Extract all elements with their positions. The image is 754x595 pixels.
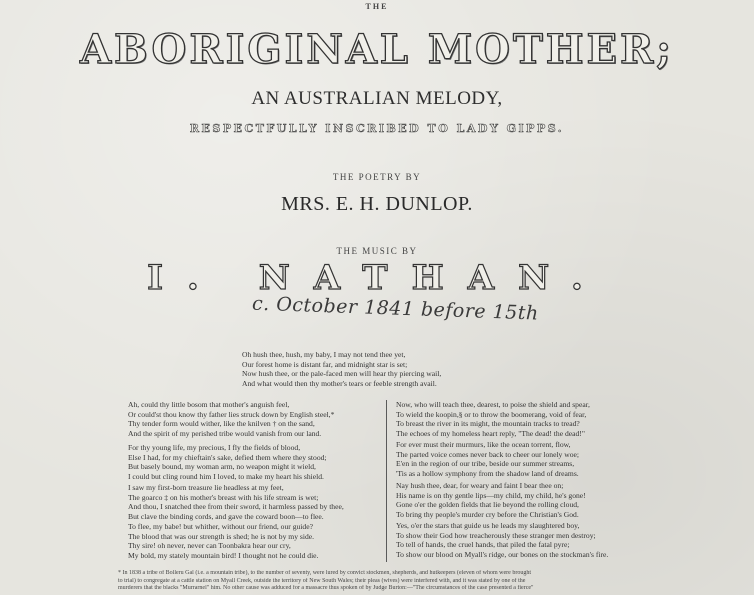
poem-line: Thy tender form would wither, like the knilven † on the sand, (128, 419, 315, 429)
poem-line: The parted voice comes never back to cheer our lonely woe; (396, 449, 580, 459)
poem-line: 'Tis as a hollow symphony from the shadow land of dreams. (396, 468, 579, 478)
left-stanza-4 (128, 522, 318, 560)
intro-stanza (242, 350, 441, 388)
right-stanza-4 (396, 521, 608, 559)
music-by-label: THE MUSIC BY (336, 246, 418, 256)
dedication: RESPECTFULLY INSCRIBED TO LADY GIPPS. (189, 122, 565, 135)
poem-line: To breast the river in its might, the mountain tracks to tread? (396, 419, 580, 429)
poem-line: Gone o'er the golden fields that lie beyond the rolling cloud, (396, 500, 579, 510)
poem-line: To wield the koopin,§ or to throw the boomerang, void of fear, (396, 409, 587, 419)
poetry-by-label: THE POETRY BY (332, 172, 422, 182)
poem-line: To show our blood on Myall's ridge, our bones on the stockman's fire. (396, 549, 609, 559)
poem-line: To flee, my babe! but whither, without our friend, our guide? (128, 522, 313, 531)
right-stanza-3 (396, 481, 586, 519)
column-divider (386, 400, 387, 562)
poem-line: And the spirit of my perished tribe would vanish from our land. (128, 428, 322, 438)
poem-line: His name is on thy gentle lips—my child, my child, he's gone! (396, 490, 586, 500)
poem-line: To tell of hands, the cruel hands, that piled the fatal pyre; (396, 540, 570, 550)
poem-line: My bold, my stately mountain bird! I thought not he could die. (128, 550, 319, 560)
footnote-line: to trial) to congregate at a cattle station on Myall Creek, outside the territory of New South Wales; their pleas (wives) were interfered with, and it was stated by one of the (118, 577, 526, 584)
poem-line: Or could'st thou know thy father lies struck down by English steel,* (128, 409, 335, 419)
title-article: THE (365, 2, 389, 11)
page-title: ABORIGINAL MOTHER; (79, 26, 675, 73)
poem-line: The goarco ‡ on his mother's breast with his life stream is wet; (128, 492, 319, 502)
left-stanza-2 (128, 443, 327, 481)
footnote-line: * In 1838 a tribe of Bolleru Gal (i.e. a mountain tribe), to the number of seventy, were lured by convict stockmen, shepherds, and hutkeepers (eleven of whom were brought (118, 570, 531, 576)
poem-line: Nay hush thee, dear, for weary and faint I bear thee on; (396, 481, 564, 490)
poem-line: I saw my first-born treasure lie headless at my feet, (128, 483, 284, 492)
left-stanza-3 (128, 483, 344, 521)
right-stanza-2 (396, 440, 579, 478)
right-stanza-1 (396, 400, 590, 438)
poem-line: To show their God how treacherously these stranger men destroy; (396, 530, 596, 540)
author-name: MRS. E. H. DUNLOP. (281, 193, 473, 215)
poem-line: Yes, o'er the stars that guide us he leads my slaughtered boy, (396, 521, 580, 530)
left-stanza-1 (128, 400, 334, 438)
poem-line: The blood that was our strength is shed; he is not by my side. (128, 531, 315, 541)
poem-line: Ah, could thy little bosom that mother's anguish feel, (128, 400, 290, 409)
poem-line: I could but cling round him I loved, to make my heart his shield. (128, 471, 324, 481)
subtitle: AN AUSTRALIAN MELODY, (251, 88, 503, 109)
poem-line: Now, who will teach thee, dearest, to poise the shield and spear, (396, 400, 590, 409)
poem-line: Our forest home is distant far, and midnight star is set; (242, 359, 408, 369)
handwritten-date-note: c. October 1841 before 15th (251, 292, 540, 325)
poem-line: The echoes of my homeless heart reply, "The dead! the dead!" (396, 428, 585, 438)
poem-line: But clave the binding cords, and gave the coward boon—to flee. (128, 511, 324, 521)
poem-line: But basely bound, my woman arm, no weapon might it wield, (128, 462, 316, 472)
footnote-line: murderers that the blacks "Murrarnel" him. No other cause was adduced for a massacre thus spoken of by Judge Burton:—"The circumstances of the case presented a fierce" (118, 585, 534, 591)
footnote (118, 570, 678, 593)
poem-line: For ever must their murmurs, like the ocean torrent, flow, (396, 440, 571, 449)
composer-name: I. NATHAN. (147, 258, 607, 298)
poem-line: Oh hush thee, hush, my baby, I may not tend thee yet, (242, 350, 406, 359)
poem-line: Now hush thee, or the pale-faced men will hear thy piercing wail, (242, 369, 442, 379)
poem-line: And thou, I snatched thee from their sword, it harmless passed by thee, (128, 502, 344, 512)
poem-line: To bring thy people's murder cry before the Christian's God. (396, 509, 579, 519)
poem-line: And what would then thy mother's tears or feeble strength avail. (242, 378, 437, 388)
poem-line: E'en in the region of our tribe, beside our summer streams, (396, 459, 575, 469)
poem-line: Thy sire! oh never, never can Toonbakra hear our cry, (128, 541, 291, 551)
poem-line: For thy young life, my precious, I fly the fields of blood, (128, 443, 301, 452)
poem-line: Else I had, for my chieftain's sake, defied them where they stood; (128, 452, 327, 462)
